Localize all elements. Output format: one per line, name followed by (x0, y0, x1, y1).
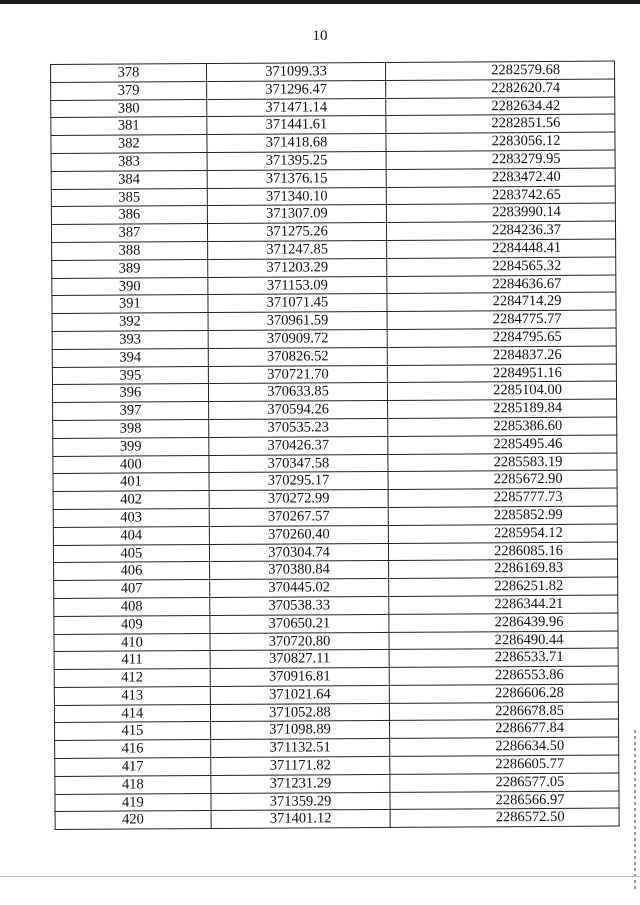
point-number-cell: 394 (52, 348, 208, 367)
point-number-cell: 418 (55, 775, 211, 794)
point-number-cell: 414 (54, 704, 210, 723)
y-coordinate-cell: 2282620.74 (386, 79, 615, 98)
x-coordinate-cell: 370267.57 (209, 507, 389, 526)
y-coordinate-cell: 2286251.82 (389, 577, 618, 596)
x-coordinate-cell: 370826.52 (208, 347, 388, 366)
point-number-cell: 402 (53, 491, 209, 510)
point-number-cell: 396 (52, 384, 208, 403)
x-coordinate-cell: 370347.58 (209, 454, 389, 473)
point-number-cell: 398 (53, 419, 209, 438)
y-coordinate-cell: 2286344.21 (389, 595, 618, 614)
table-row (55, 809, 619, 830)
point-number-cell: 380 (51, 99, 207, 118)
point-number-cell: 404 (53, 526, 209, 545)
scan-edge-mark (634, 730, 636, 890)
y-coordinate-cell: 2285672.90 (388, 470, 617, 489)
x-coordinate-cell: 370426.37 (209, 436, 389, 455)
coordinates-table-body (51, 61, 620, 830)
x-coordinate-cell: 370538.33 (210, 596, 390, 615)
x-coordinate-cell: 370295.17 (209, 472, 389, 491)
y-coordinate-cell: 2284837.26 (387, 346, 616, 365)
point-number-cell: 397 (53, 402, 209, 421)
y-coordinate-cell: 2284714.29 (387, 292, 616, 311)
y-coordinate-cell: 2284795.65 (387, 328, 616, 347)
y-coordinate-cell: 2286553.86 (389, 666, 618, 685)
point-number-cell: 411 (54, 651, 210, 670)
y-coordinate-cell: 2283056.12 (386, 132, 615, 151)
y-coordinate-cell: 2284236.37 (387, 221, 616, 240)
x-coordinate-cell: 371401.12 (211, 810, 391, 829)
x-coordinate-cell: 370445.02 (209, 579, 389, 598)
x-coordinate-cell: 371418.68 (207, 134, 387, 153)
y-coordinate-cell: 2286577.05 (390, 773, 619, 792)
y-coordinate-cell: 2286678.85 (390, 702, 619, 721)
x-coordinate-cell: 370633.85 (208, 383, 388, 402)
x-coordinate-cell: 370594.26 (208, 401, 388, 420)
y-coordinate-cell: 2286566.97 (390, 791, 619, 810)
x-coordinate-cell: 371340.10 (207, 187, 387, 206)
x-coordinate-cell: 370304.74 (209, 543, 389, 562)
y-coordinate-cell: 2283742.65 (386, 186, 615, 205)
x-coordinate-cell: 371231.29 (211, 774, 391, 793)
point-number-cell: 401 (53, 473, 209, 492)
x-coordinate-cell: 370380.84 (209, 561, 389, 580)
point-number-cell: 387 (51, 224, 207, 243)
point-number-cell: 384 (51, 170, 207, 189)
y-coordinate-cell: 2285386.60 (388, 417, 617, 436)
point-number-cell: 419 (55, 793, 211, 812)
x-coordinate-cell: 371071.45 (208, 294, 388, 313)
x-coordinate-cell: 371098.89 (210, 721, 390, 740)
y-coordinate-cell: 2282579.68 (386, 61, 615, 80)
x-coordinate-cell: 370916.81 (210, 668, 390, 687)
y-coordinate-cell: 2284951.16 (388, 364, 617, 383)
x-coordinate-cell: 370535.23 (208, 418, 388, 437)
x-coordinate-cell: 371395.25 (207, 151, 387, 170)
point-number-cell: 378 (51, 64, 207, 83)
y-coordinate-cell: 2285777.73 (388, 488, 617, 507)
point-number-cell: 400 (53, 455, 209, 474)
y-coordinate-cell: 2286490.44 (389, 631, 618, 650)
y-coordinate-cell: 2285189.84 (388, 399, 617, 418)
point-number-cell: 415 (55, 722, 211, 741)
y-coordinate-cell: 2283279.95 (386, 150, 615, 169)
y-coordinate-cell: 2284448.41 (387, 239, 616, 258)
x-coordinate-cell: 371359.29 (211, 792, 391, 811)
x-coordinate-cell: 371307.09 (207, 205, 387, 224)
point-number-cell: 388 (52, 242, 208, 261)
point-number-cell: 413 (54, 686, 210, 705)
y-coordinate-cell: 2286634.50 (390, 737, 619, 756)
y-coordinate-cell: 2285852.99 (388, 506, 617, 525)
x-coordinate-cell: 371171.82 (211, 757, 391, 776)
point-number-cell: 390 (52, 277, 208, 296)
y-coordinate-cell: 2286677.84 (390, 720, 619, 739)
x-coordinate-cell: 371132.51 (210, 739, 390, 758)
y-coordinate-cell: 2285495.46 (388, 435, 617, 454)
point-number-cell: 389 (52, 259, 208, 278)
y-coordinate-cell: 2284775.77 (387, 310, 616, 329)
y-coordinate-cell: 2286085.16 (389, 542, 618, 561)
point-number-cell: 392 (52, 313, 208, 332)
y-coordinate-cell: 2282634.42 (386, 97, 615, 116)
x-coordinate-cell: 370721.70 (208, 365, 388, 384)
point-number-cell: 383 (51, 153, 207, 172)
point-number-cell: 408 (54, 597, 210, 616)
point-number-cell: 420 (55, 811, 211, 830)
y-coordinate-cell: 2285954.12 (389, 524, 618, 543)
point-number-cell: 407 (54, 580, 210, 599)
point-number-cell: 405 (53, 544, 209, 563)
y-coordinate-cell: 2286439.96 (389, 613, 618, 632)
y-coordinate-cell: 2284565.32 (387, 257, 616, 276)
x-coordinate-cell: 371275.26 (207, 223, 387, 242)
y-coordinate-cell: 2283472.40 (386, 168, 615, 187)
point-number-cell: 416 (55, 740, 211, 759)
y-coordinate-cell: 2285583.19 (388, 453, 617, 472)
x-coordinate-cell: 371203.29 (207, 258, 387, 277)
x-coordinate-cell: 370720.80 (210, 632, 390, 651)
coordinates-table (50, 61, 620, 831)
x-coordinate-cell: 371441.61 (207, 116, 387, 135)
point-number-cell: 385 (51, 188, 207, 207)
x-coordinate-cell: 371052.88 (210, 703, 390, 722)
x-coordinate-cell: 371471.14 (206, 98, 386, 117)
point-number-cell: 386 (51, 206, 207, 225)
y-coordinate-cell: 2286606.28 (390, 684, 619, 703)
y-coordinate-cell: 2285104.00 (388, 381, 617, 400)
y-coordinate-cell: 2286169.83 (389, 559, 618, 578)
page-number: 10 (312, 28, 328, 44)
x-coordinate-cell: 371376.15 (207, 169, 387, 188)
y-coordinate-cell: 2284636.67 (387, 275, 616, 294)
y-coordinate-cell: 2283990.14 (387, 203, 616, 222)
point-number-cell: 391 (52, 295, 208, 314)
x-coordinate-cell: 370650.21 (210, 614, 390, 633)
x-coordinate-cell: 371099.33 (206, 62, 386, 81)
x-coordinate-cell: 370272.99 (209, 490, 389, 509)
point-number-cell: 417 (55, 758, 211, 777)
point-number-cell: 382 (51, 135, 207, 154)
point-number-cell: 406 (54, 562, 210, 581)
y-coordinate-cell: 2286533.71 (389, 648, 618, 667)
point-number-cell: 393 (52, 330, 208, 349)
point-number-cell: 381 (51, 117, 207, 136)
y-coordinate-cell: 2286572.50 (390, 809, 619, 828)
point-number-cell: 403 (53, 508, 209, 527)
x-coordinate-cell: 370827.11 (210, 650, 390, 669)
x-coordinate-cell: 371021.64 (210, 685, 390, 704)
point-number-cell: 410 (54, 633, 210, 652)
point-number-cell: 409 (54, 615, 210, 634)
page-top-border (0, 0, 640, 4)
point-number-cell: 379 (51, 81, 207, 100)
x-coordinate-cell: 370909.72 (208, 329, 388, 348)
point-number-cell: 399 (53, 437, 209, 456)
page-bottom-line (0, 876, 640, 877)
x-coordinate-cell: 370961.59 (208, 312, 388, 331)
x-coordinate-cell: 370260.40 (209, 525, 389, 544)
point-number-cell: 395 (52, 366, 208, 385)
x-coordinate-cell: 371247.85 (207, 240, 387, 259)
x-coordinate-cell: 371153.09 (208, 276, 388, 295)
point-number-cell: 412 (54, 669, 210, 688)
x-coordinate-cell: 371296.47 (206, 80, 386, 99)
y-coordinate-cell: 2282851.56 (386, 114, 615, 133)
y-coordinate-cell: 2286605.77 (390, 755, 619, 774)
